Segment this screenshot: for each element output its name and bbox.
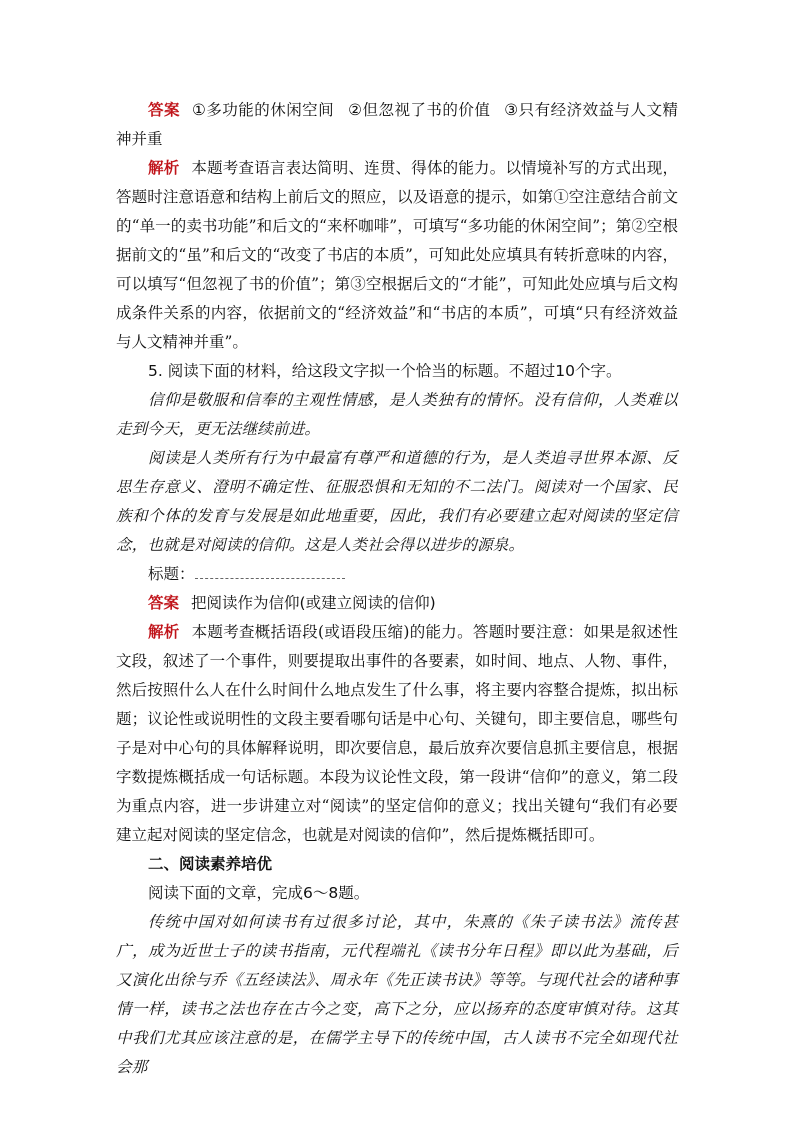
answer-item-1: ①多功能的休闲空间 — [191, 101, 335, 119]
reading-passage: 传统中国对如何读书有过很多讨论，其中，朱熹的《朱子读书法》流传甚广，成为近世士子的读书指南，元代程端礼《读书分年日程》即以此为基础，后又演化出徐与乔《五经读法》、周永年《先正读书诀》等等。与现代社会的诸种事情一样，读书之法也存在古今之变，高下之分，应以扬弃的态度审慎对待。这其中我们尤其应该注意的是，在儒学主导下的传统中国，古人读书不完全如现代社会那 — [116, 913, 678, 1076]
q5-question: 5. 阅读下面的材料，给这段文字拟一个恰当的标题。不超过10个字。 — [148, 362, 622, 380]
title-label: 标题： — [148, 565, 195, 583]
q5-analysis-text: 本题考查概括语段(或语段压缩)的能力。答题时要注意：如果是叙述性文段，叙述了一个事件，则要提取出事件的各要素，如时间、地点、人物、事件，然后按照什么人在什么时间什么地点发生了什么事，将主要内容整合提炼，拟出标题；议论性或说明性的文段主要看哪句话是中心句、关键句，即主要信息，哪些句子是对中心句的具体解释说明，即次要信息，最后放弃次要信息抓主要信息，根据字数提炼概括成一句话标题。本段为议论性文段，第一段讲“信仰”的意义，第二段为重点内容，进一步讲建立对“阅读”的坚定信仰的意义；找出关键句“我们有必要建立起对阅读的坚定信念，也就是对阅读的信仰”，然后提炼概括即可。 — [116, 623, 678, 844]
q5-answer-tag: 答案 — [148, 594, 180, 612]
section-heading: 二、阅读素养培优 — [148, 855, 273, 873]
answer-item-2: ②但忽视了书的价值 — [348, 101, 491, 119]
q5-answer-text: 把阅读作为信仰(或建立阅读的信仰) — [191, 594, 436, 612]
q4-analysis-text: 本题考查语言表达简明、连贯、得体的能力。以情境补写的方式出现，答题时注意语意和结构上前后文的照应，以及语意的提示，如第①空注意结合前文的“单一的卖书功能”和后文的“来杯咖啡”，可填写“多功能的休闲空间”；第②空根据前文的“虽”和后文的“改变了书店的本质”，可知此处应填具有转折意味的内容，可以填写“但忽视了书的价值”；第③空根据后文的“才能”，可知此处应填与后文构成条件关系的内容，依据前文的“经济效益”和“书店的本质”，可填“只有经济效益与人文精神并重”。 — [116, 159, 678, 351]
answer-item-3: ③只有经济效益与人文 — [504, 101, 663, 119]
title-blank — [195, 564, 345, 579]
answer-tag: 答案 — [148, 101, 180, 119]
page-content — [116, 96, 678, 1082]
q4-answer-line — [116, 96, 678, 154]
q5-material-para-1: 信仰是敬服和信奉的主观性情感，是人类独有的情怀。没有信仰，人类难以走到今天，更无法继续前进。 — [116, 391, 678, 438]
answer-item-3-continuation: 精神并重 — [116, 101, 678, 148]
q5-title-line — [116, 560, 678, 589]
section-instruction: 阅读下面的文章，完成6～8题。 — [148, 884, 370, 902]
q5-analysis — [116, 618, 678, 850]
q5-material-para-2: 阅读是人类所有行为中最富有尊严和道德的行为，是人类追寻世界本源、反思生存意义、澄明不确定性、征服恐惧和无知的不二法门。阅读对一个国家、民族和个体的发育与发展是如此地重要，因此，我们有必要建立起对阅读的坚定信念，也就是对阅读的信仰。这是人类社会得以进步的源泉。 — [116, 449, 678, 554]
analysis-tag: 解析 — [148, 159, 180, 177]
q5-analysis-tag: 解析 — [148, 623, 180, 641]
q4-analysis — [116, 154, 678, 357]
q5-answer-line — [116, 589, 678, 618]
